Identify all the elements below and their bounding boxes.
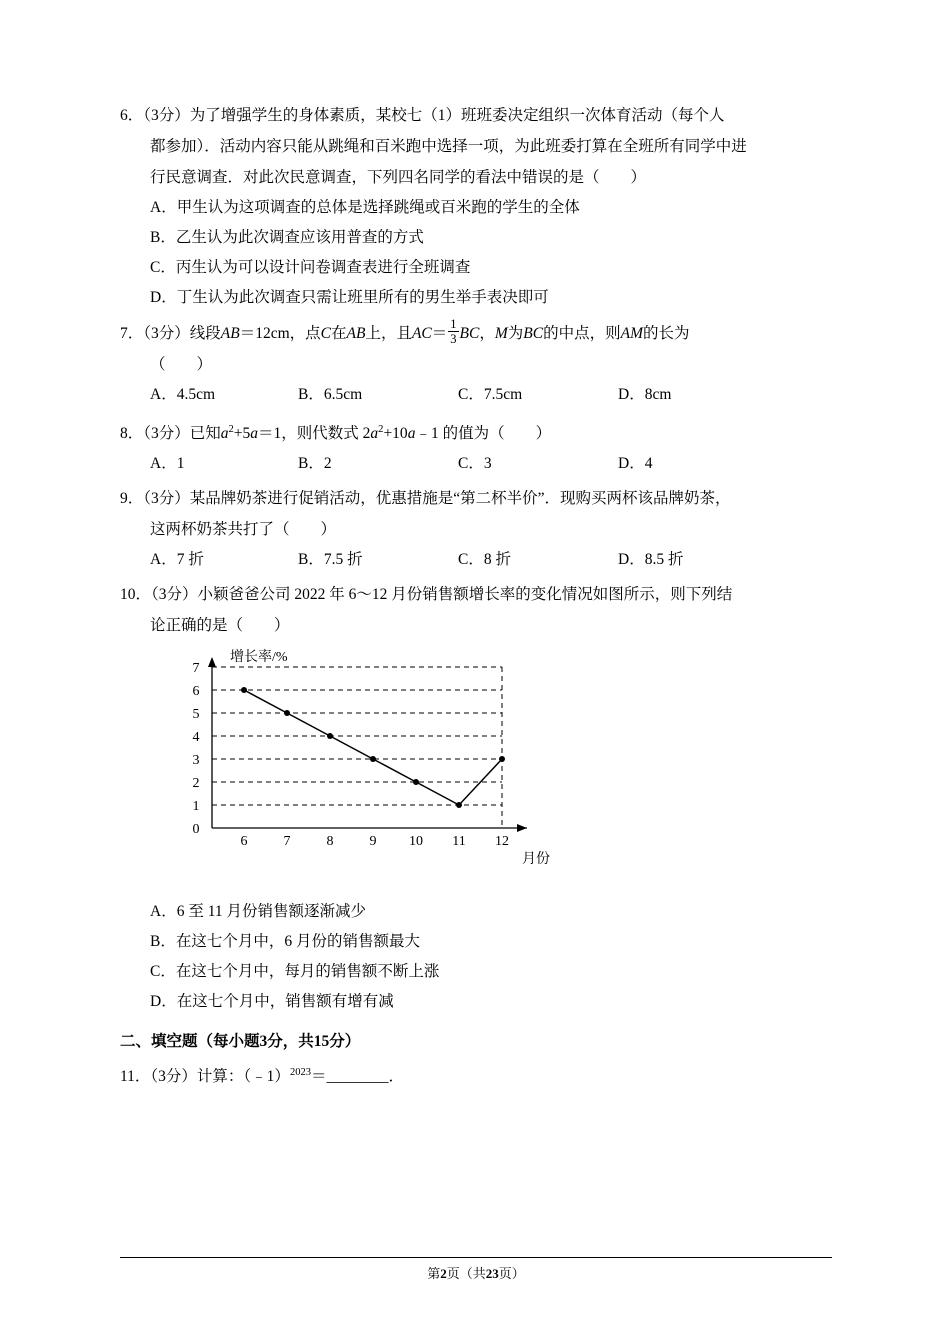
q7-mid-4: ， [479,324,495,342]
q11-exponent: 2023 [289,1066,311,1078]
q6-option-b[interactable]: B．乙生认为此次调查应该用普查的方式 [150,229,424,246]
q9-options [120,545,832,575]
question-8 [120,414,832,479]
q9-option-d[interactable]: D．8.5 折 [618,550,684,568]
q7-seg-ab-2: AB [346,324,366,342]
q7-mid-3: 上，且 [365,324,412,342]
svg-text:5: 5 [192,706,200,722]
q7-seg-ab: AB [220,324,240,342]
q7-option-c[interactable]: C．7.5cm [458,385,523,403]
footer-text: 第2页（共23页） [427,1266,525,1281]
svg-text:0: 0 [192,821,200,837]
q8-var-a-3: a [370,424,379,442]
q7-seg-ac: AC [411,324,432,342]
q8-option-a[interactable]: A．1 [150,454,185,472]
growth-rate-chart [120,647,832,893]
q8-stem-prefix: 8．（3分）已知 [120,424,221,442]
q11-prefix: 11．（3分）计算：（﹣1） [120,1068,290,1086]
footer-page-number: 2 [440,1266,447,1281]
svg-text:7: 7 [192,660,200,676]
question-9 [120,483,832,575]
question-7 [120,317,832,410]
svg-text:11: 11 [452,833,466,849]
q10-stem-line-2: 论正确的是（ ） [150,616,290,634]
svg-text:9: 9 [369,833,377,849]
svg-text:6: 6 [240,833,248,849]
question-11 [120,1057,832,1092]
q7-stem-prefix: 7．（3分）线段 [120,324,221,342]
footer-total-pages: 23 [485,1266,499,1281]
q10-option-d[interactable]: D．在这七个月中，销售额有增有减 [150,992,394,1010]
q7-seg-am: AM [620,324,644,342]
q7-stem-line-2: （ ） [150,355,213,373]
q8-option-d[interactable]: D．4 [618,454,653,472]
q6-stem-line-2: 都参加）．活动内容只能从跳绳和百米跑中选择一项，为此班委打算在全班所有同学中进 [150,138,747,155]
q7-option-b[interactable]: B．6.5cm [298,385,363,403]
q6-option-a[interactable]: A．甲生认为这项调查的总体是选择跳绳或百米跑的学生的全体 [150,199,580,216]
q8-exp-2: 2 [378,423,384,435]
q7-point-m: M [494,324,508,342]
q10-option-a[interactable]: A．6 至 11 月份销售额逐渐减少 [150,902,366,920]
svg-text:7: 7 [283,833,291,849]
q7-fraction-numerator: 1 [450,317,457,331]
svg-text:2: 2 [192,775,200,791]
question-10 [120,579,832,1017]
q8-var-a-1: a [220,424,229,442]
svg-text:6: 6 [192,683,200,699]
q6-option-d[interactable]: D．丁生认为此次调查只需让班里所有的男生举手表决即可 [150,289,549,306]
svg-text:1: 1 [192,798,200,814]
q7-seg-bc: BC [459,324,480,342]
q6-stem-line-3: 行民意调查．对此次民意调查，下列四名同学的看法中错误的是（ ） [150,169,647,186]
q7-mid-1: ＝12cm，点 [239,324,321,342]
q6-stem-line-1: 6．（3分）为了增强学生的身体素质，某校七（1）班班委决定组织一次体育活动（每个人 [120,107,725,124]
q8-mid-1: +5 [233,424,251,442]
q7-option-a[interactable]: A．4.5cm [150,385,216,403]
q7-stem-line-1 [120,317,832,349]
q10-stem-line-1: 10．（3分）小颖爸爸公司 2022 年 6～12 月份销售额增长率的变化情况如图所示，则下列结 [120,585,733,603]
svg-text:10: 10 [409,833,423,849]
svg-text:增长率/%: 增长率/% [230,649,288,665]
q7-fraction-denominator: 3 [450,332,457,347]
q7-mid-5: 为 [507,324,524,342]
q7-point-c: C [320,324,331,342]
q8-mid-2: ＝1，则代数式 2 [258,424,371,442]
q8-option-b[interactable]: B．2 [298,454,332,472]
q7-fraction [448,317,458,347]
section-2-title: 二、填空题（每小题3分，共15分） [120,1032,361,1050]
page-footer [120,1257,832,1282]
q9-stem-line-2: 这两杯奶茶共打了（ ） [150,520,337,538]
q9-option-c[interactable]: C．8 折 [458,550,511,568]
q9-option-a[interactable]: A．7 折 [150,550,204,568]
question-6 [120,100,832,313]
chart-canvas [172,647,572,887]
q8-mid-3: +10 [383,424,408,442]
q8-var-a-4: a [407,424,416,442]
q6-options [120,193,832,313]
q9-option-b[interactable]: B．7.5 折 [298,550,363,568]
q9-stem-line-1: 9．（3分）某品牌奶茶进行促销活动，优惠措施是“第二杯半价”．现购买两杯该品牌奶茶， [120,489,731,507]
q7-mid-2: 在 [330,324,347,342]
q11-end: ． [388,1068,405,1086]
q7-seg-bc-2: BC [523,324,544,342]
svg-text:月份: 月份 [522,851,550,867]
q10-options [120,897,832,1017]
svg-text:3: 3 [192,752,200,768]
q11-blank[interactable]: ________ [326,1068,389,1086]
q7-equals: ＝ [431,324,448,342]
q10-option-b[interactable]: B．在这七个月中，6 月份的销售额最大 [150,932,420,950]
q8-stem-line-1 [120,414,832,449]
q8-var-a-2: a [250,424,259,442]
q10-option-c[interactable]: C．在这七个月中，每月的销售额不断上涨 [150,962,440,980]
svg-text:4: 4 [192,729,200,745]
q7-mid-6: 的中点，则 [543,324,621,342]
q11-equals: ＝ [311,1068,327,1086]
q7-stem-suffix: 的长为 [643,324,690,342]
svg-text:12: 12 [495,833,509,849]
q8-option-c[interactable]: C．3 [458,454,492,472]
svg-text:8: 8 [326,833,334,849]
q6-option-c[interactable]: C．丙生认为可以设计问卷调查表进行全班调查 [150,259,471,276]
q8-options [120,449,832,479]
q8-stem-suffix: ﹣1 的值为（ ） [415,424,552,442]
q8-exp-1: 2 [228,423,234,435]
q7-option-d[interactable]: D．8cm [618,385,672,403]
q7-options [120,380,832,410]
